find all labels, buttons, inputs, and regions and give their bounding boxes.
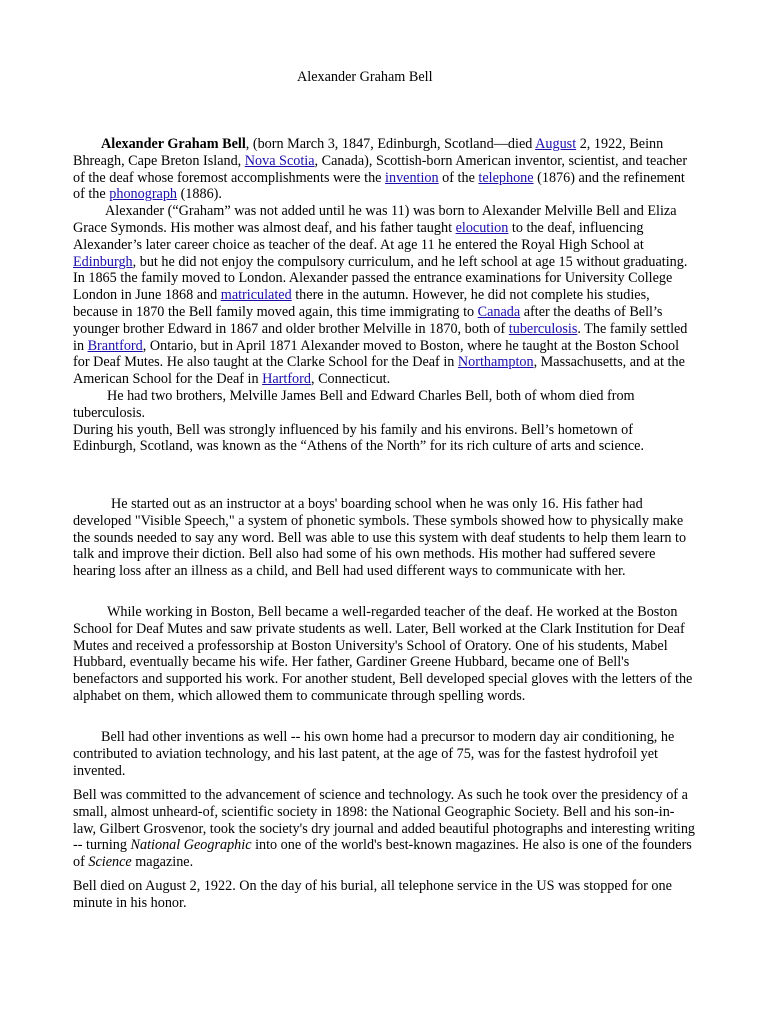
link-elocution[interactable]: elocution (455, 219, 509, 236)
link-brantford[interactable]: Brantford (87, 337, 143, 354)
paragraph-boston: While working in Boston, Bell became a well-regarded teacher of the deaf. He worked at the Boston School for Deaf Mutes and saw private students as well. Later, Bell worked at the Clark Institution for Deaf Mutes and received a professorship at Boston University's School of Oratory. One of his students, Mabel Hubbard, eventually became his wife. Her father, Gardiner Greene Hubbard, became one of Bell's benefactors and supported his work. For another student, Bell developed special gloves with the letters of the alphabet on them, which allowed them to communicate through spelling words. (73, 604, 693, 704)
text-run: , Connecticut. (310, 371, 391, 388)
text-run: to the deaf, influencing Alexander’s later career choice as teacher of the deaf. At age 11 he entered the Royal High School at (73, 219, 644, 253)
text-run: , Ontario, but in April 1871 Alexander moved to Boston, where he taught at the Boston School for Deaf Mutes. He also taught at the Clarke School for the Deaf in (73, 337, 680, 371)
text-run: (1876) and the refinement of the (73, 169, 685, 203)
link-telephone[interactable]: telephone (478, 169, 534, 186)
link-tuberculosis[interactable]: tuberculosis (508, 320, 578, 337)
paragraph-early-life (73, 203, 697, 388)
text-run: Bell was committed to the advancement of science and technology. As such he took over the presidency of a small, almost unheard-of, scientific society in 1898: the National Geographic Society. Bell and his son-in-law, Gilbert Grosvenor, took the society's dry journal and added beautiful photographs and interesting writing -- turning (73, 787, 696, 854)
magazine-title: Science (88, 854, 132, 871)
link-hartford[interactable]: Hartford (262, 371, 311, 388)
boston-section (73, 604, 697, 705)
text-run: into one of the world's best-known magazines. He also is one of the founders of (73, 837, 692, 871)
paragraph-death: Bell died on August 2, 1922. On the day of his burial, all telephone service in the US was stopped for one minute in his honor. (73, 878, 672, 911)
inventions-section (73, 729, 697, 779)
link-edinburgh[interactable]: Edinburgh (73, 253, 133, 270)
paragraph-science (73, 787, 697, 871)
intro-section (73, 136, 697, 455)
link-nova-scotia[interactable]: Nova Scotia (244, 152, 315, 169)
text-run: , Massachusetts, and at the American School for the Deaf in (73, 354, 685, 388)
text-run: there in the autumn. However, he did not complete his studies, because in 1870 the Bell family moved again, this time immigrating to (73, 287, 650, 320)
text-run: 2, 1922, Beinn Bhreagh, Cape Breton Island, (73, 136, 664, 169)
science-section (73, 787, 697, 871)
paragraph-brothers: He had two brothers, Melville James Bell and Edward Charles Bell, both of whom died from tuberculosis. (73, 387, 635, 421)
link-phonograph[interactable]: phonograph (109, 186, 178, 203)
text-run: after the deaths of Bell’s younger brother Edward in 1867 and older brother Melville in 1870, both of (73, 303, 663, 337)
paragraph-youth: During his youth, Bell was strongly influenced by his family and his environs. Bell’s hometown of Edinburgh, Scotland, was known as the “Athens of the North” for its rich culture of arts and science. (73, 421, 645, 455)
instructor-section (73, 496, 697, 580)
subject-name: Alexander Graham Bell (101, 136, 246, 152)
link-canada[interactable]: Canada (477, 303, 521, 320)
magazine-title: National Geographic (130, 837, 252, 854)
link-august[interactable]: August (535, 136, 577, 152)
death-section (73, 878, 697, 912)
document-title (73, 69, 768, 86)
text-run: of the (438, 169, 479, 186)
link-matriculated[interactable]: matriculated (220, 287, 292, 304)
text-run: , but he did not enjoy the compulsory curriculum, and he left school at age 15 without graduating. In 1865 the family moved to London. Alexander passed the entrance examinations for University College London in June 1868 and (73, 253, 688, 304)
text-run: magazine. (131, 854, 194, 871)
paragraph-inventions: Bell had other inventions as well -- his own home had a precursor to modern day air conditioning, he contributed to aviation technology, and his last patent, at the age of 75, was for the fastest hydrofoil yet invented. (73, 729, 675, 779)
link-invention[interactable]: invention (385, 169, 439, 186)
text-run: , Canada), Scottish-born American inventor, scientist, and teacher of the deaf whose foremost accomplishments were the (73, 152, 688, 186)
text-run: . The family settled in (73, 320, 688, 354)
paragraph-intro (73, 136, 697, 203)
text-run: Alexander (“Graham” was not added until he was 11) was born to Alexander Melville Bell and Eliza Grace Symonds. His mother was almost deaf, and his father taught (73, 203, 677, 236)
text-run: (1886). (177, 186, 222, 203)
text-run: , (born March 3, 1847, Edinburgh, Scotland—died (245, 136, 536, 152)
link-northampton[interactable]: Northampton (457, 354, 534, 371)
paragraph-instructor: He started out as an instructor at a boys' boarding school when he was only 16. His father had developed "Visible Speech," a system of phonetic symbols. These symbols showed how to physically make the sounds needed to say any word. Bell was able to use this system with deaf students to help them learn to talk and improve their diction. Bell also had some of his own methods. His mother had suffered severe hearing loss after an illness as a child, and Bell had used different ways to communicate with her. (73, 496, 687, 580)
title-text: Alexander Graham Bell (297, 69, 433, 85)
